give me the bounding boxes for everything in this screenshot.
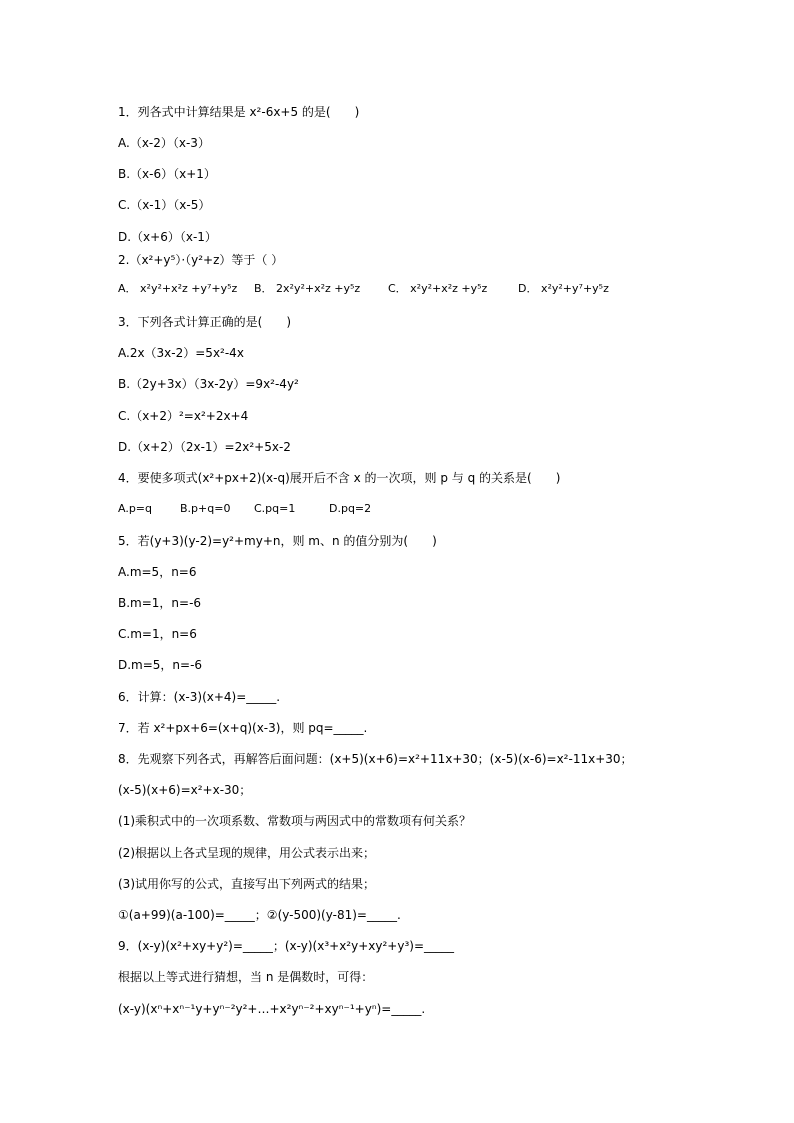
question-9-line-3: (x-y)(xⁿ+xⁿ⁻¹y+yⁿ⁻²y²+…+x²yⁿ⁻²+xyⁿ⁻¹+yⁿ)=_____.: [118, 1002, 426, 1016]
question-4-option-d: D.pq=2: [329, 502, 372, 515]
question-4-stem: 4．要使多项式(x²+px+2)(x-q)展开后不含 x 的一次项，则 p 与 q 的关系是( ): [118, 471, 561, 485]
question-4-option-b: B.p+q=0: [180, 502, 231, 515]
question-1-option-d: D.（x+6）（x-1）: [118, 230, 217, 244]
question-2-option-d: D． x²y²+y⁷+y⁵z: [518, 282, 609, 295]
question-2-option-b: B． 2x²y²+x²z +y⁵z: [254, 282, 361, 295]
question-3-option-c: C.（x+2）²=x²+2x+4: [118, 409, 249, 423]
question-5-option-d: D.m=5，n=-6: [118, 658, 203, 672]
question-4-option-a: A.p=q: [118, 502, 153, 515]
question-2-option-a: A． x²y²+x²z +y⁷+y⁵z: [118, 282, 238, 295]
question-8-stem-line-1: 8．先观察下列各式，再解答后面问题：(x+5)(x+6)=x²+11x+30；(x-5)(x-6)=x²-11x+30；: [118, 752, 633, 766]
question-8-part-2: (2)根据以上各式呈现的规律，用公式表示出来；: [118, 846, 375, 860]
question-1-option-c: C.（x-1）（x-5）: [118, 198, 211, 212]
question-3-stem: 3．下列各式计算正确的是( ): [118, 315, 291, 329]
question-5-option-b: B.m=1，n=-6: [118, 596, 202, 610]
question-6: 6．计算：(x-3)(x+4)=_____.: [118, 690, 281, 704]
question-9-line-2: 根据以上等式进行猜想，当 n 是偶数时，可得：: [118, 970, 374, 984]
question-5-option-a: A.m=5，n=6: [118, 565, 197, 579]
question-8-stem-line-2: (x-5)(x+6)=x²+x-30；: [118, 783, 252, 797]
question-8-part-3-answers: ①(a+99)(a-100)=_____；②(y-500)(y-81)=_____.: [118, 908, 401, 922]
question-1-stem: 1．列各式中计算结果是 x²-6x+5 的是( ): [118, 105, 360, 119]
question-2-stem: 2.（x²+y⁵）·（y²+z）等于（ ）: [118, 253, 284, 267]
question-3-option-a: A.2x（3x-2）=5x²-4x: [118, 346, 244, 360]
question-3-option-b: B.（2y+3x）（3x-2y）=9x²-4y²: [118, 377, 299, 391]
question-9-line-1: 9．(x-y)(x²+xy+y²)=_____；(x-y)(x³+x²y+xy²+y³)=_____: [118, 939, 454, 953]
question-4-option-c: C.pq=1: [254, 502, 296, 515]
question-5-option-c: C.m=1，n=6: [118, 627, 197, 641]
question-7: 7．若 x²+px+6=(x+q)(x-3)，则 pq=_____.: [118, 721, 368, 735]
question-1-option-a: A.（x-2）（x-3）: [118, 136, 210, 150]
question-8-part-3: (3)试用你写的公式，直接写出下列两式的结果；: [118, 877, 375, 891]
question-5-stem: 5．若(y+3)(y-2)=y²+my+n，则 m、n 的值分别为( ): [118, 534, 437, 548]
question-2-option-c: C． x²y²+x²z +y⁵z: [388, 282, 488, 295]
question-8-part-1: (1)乘积式中的一次项系数、常数项与两因式中的常数项有何关系？: [118, 814, 472, 828]
question-1-option-b: B.（x-6）（x+1）: [118, 167, 216, 181]
question-3-option-d: D.（x+2）（2x-1）=2x²+5x-2: [118, 440, 291, 454]
question-2-options: [118, 281, 678, 297]
